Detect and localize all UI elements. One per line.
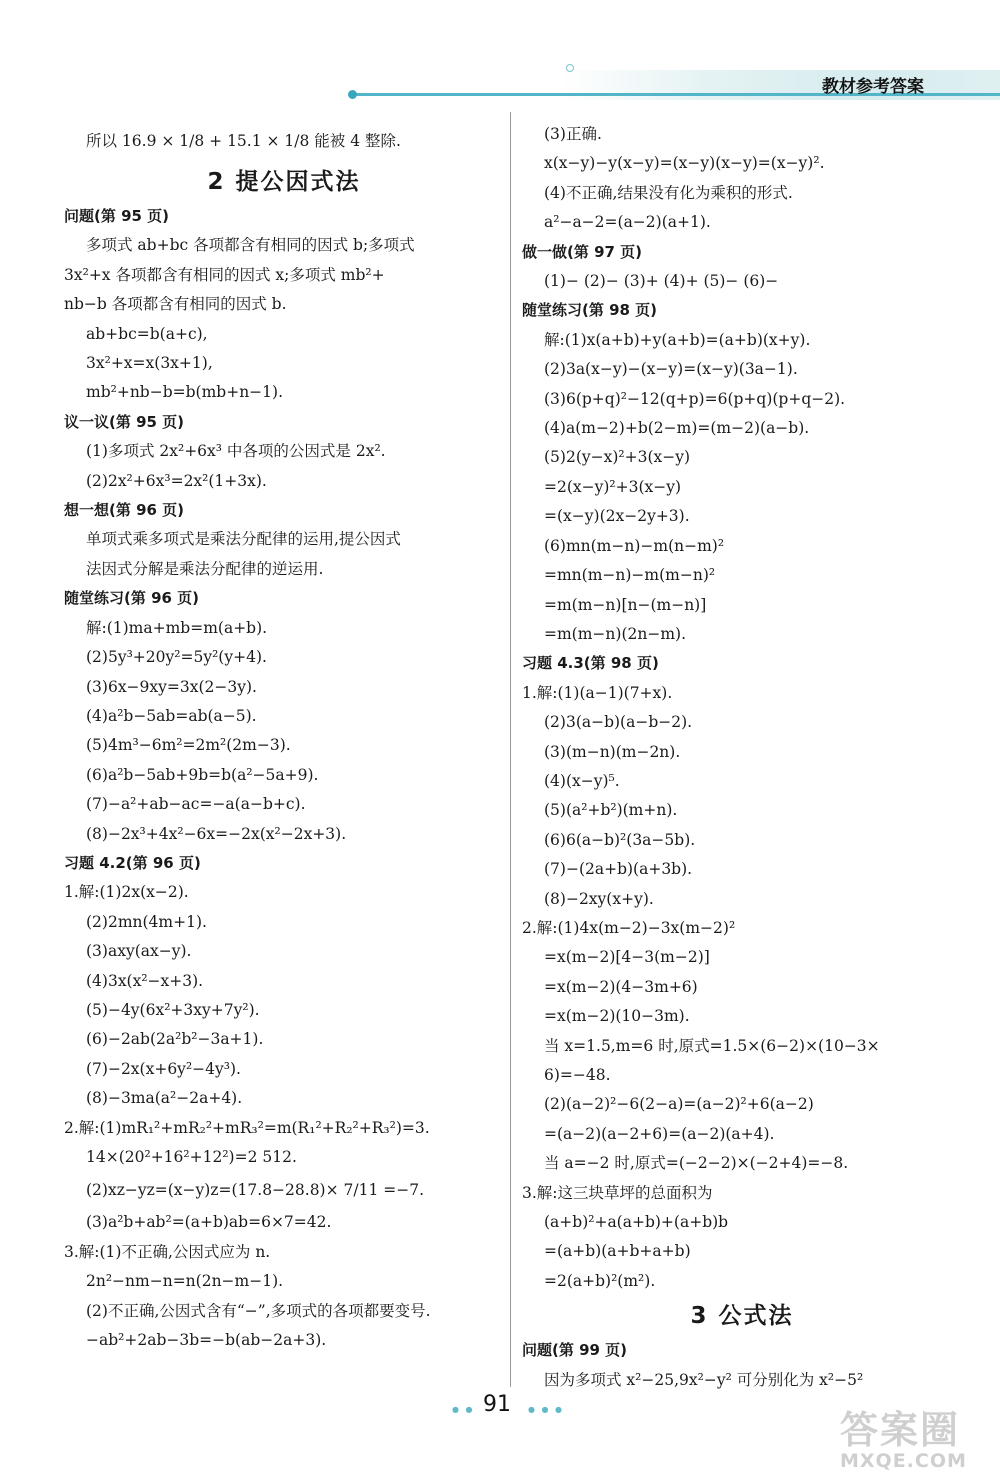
text-line: (7)−a²+ab−ac=−a(a−b+c). [86, 795, 306, 814]
text-line: (8)−2xy(x+y). [544, 889, 654, 908]
right-column [522, 120, 962, 1395]
watermark-cn: 答案圈 [840, 1408, 961, 1452]
text-line: (6)−2ab(2a²b²−3a+1). [86, 1030, 264, 1049]
text-line: 当 x=1.5,m=6 时,原式=1.5×(6−2)×(10−3× [544, 1036, 880, 1055]
section-heading: 2 提公因式法 [207, 169, 361, 195]
page-number-ornament-right: ● ● ● [528, 1405, 565, 1414]
page-number: 91 [483, 1392, 511, 1417]
text-line: =2(x−y)²+3(x−y) [544, 477, 682, 496]
text-line: 法因式分解是乘法分配律的逆运用. [86, 559, 324, 578]
text-line: (6)6(a−b)²(3a−5b). [544, 830, 696, 849]
text-line: (2)3(a−b)(a−b−2). [544, 713, 693, 732]
text-line: 14×(20²+16²+12²)=2 512. [86, 1148, 297, 1166]
text-line: (3)axy(ax−y). [86, 942, 192, 961]
exercise-line: 3.解:这三块草坪的总面积为 [522, 1183, 713, 1202]
column-divider [510, 112, 511, 1387]
text-line: (3)a²b+ab²=(a+b)ab=6×7=42. [86, 1213, 332, 1232]
text-line: (6)a²b−5ab+9b=b(a²−5a+9). [86, 765, 319, 784]
text-line: 2n²−nm−n=n(2n−m−1). [86, 1272, 284, 1291]
text-line: (5)−4y(6x²+3xy+7y²). [86, 1000, 260, 1019]
text-line: =(a+b)(a+b+a+b) [544, 1242, 691, 1261]
subsection-heading: 做一做(第 97 页) [522, 242, 643, 261]
watermark [840, 1410, 967, 1472]
text-line: =x(m−2)(4−3m+6) [544, 977, 698, 996]
subsection-heading: 问题(第 95 页) [64, 207, 170, 225]
subsection-heading: 习题 4.2(第 96 页) [64, 853, 201, 872]
text-line: (7)−2x(x+6y²−4y³). [86, 1059, 241, 1078]
subsection-heading: 随堂练习(第 96 页) [64, 589, 200, 608]
text-line: 解:(1)ma+mb=m(a+b). [86, 618, 268, 637]
subsection-heading: 问题(第 99 页) [522, 1341, 628, 1360]
text-line: nb−b 各项都含有相同的因式 b. [64, 295, 287, 314]
header-ornament [566, 64, 574, 72]
exercise-line: 3.解:(1)不正确,公因式应为 n. [64, 1242, 271, 1261]
text-line: (4)a(m−2)+b(2−m)=(m−2)(a−b). [544, 419, 810, 438]
subsection-heading: 随堂练习(第 98 页) [522, 301, 658, 320]
text-line: 解:(1)x(a+b)+y(a+b)=(a+b)(x+y). [544, 330, 811, 349]
subsection-heading: 议一议(第 95 页) [64, 412, 185, 431]
text-line: =x(m−2)(10−3m). [544, 1007, 690, 1026]
subsection-heading: 习题 4.3(第 98 页) [522, 654, 659, 673]
text-line: (7)−(2a+b)(a+3b). [544, 860, 693, 879]
text-line: (3)正确. [544, 125, 602, 143]
text-line: x(x−y)−y(x−y)=(x−y)(x−y)=(x−y)². [544, 154, 825, 173]
header-rule-dot [348, 90, 357, 99]
text-line: 3x²+x 各项都含有相同的因式 x;多项式 mb²+ [64, 265, 385, 284]
text-line: =mn(m−n)−m(m−n)² [544, 566, 716, 585]
text-line: (3)(m−n)(m−2n). [544, 742, 681, 761]
text-line: (4)(x−y)⁵. [544, 771, 620, 790]
left-column [64, 120, 504, 1355]
running-header-title: 教材参考答案 [822, 77, 924, 97]
text-line: 因为多项式 x²−25,9x²−y² 可分别化为 x²−5² [544, 1370, 864, 1389]
subsection-heading: 想一想(第 96 页) [64, 501, 185, 520]
text-line: (2)5y³+20y²=5y²(y+4). [86, 648, 267, 667]
text-line: a²−a−2=(a−2)(a+1). [544, 213, 711, 232]
text-line: (8)−3ma(a²−2a+4). [86, 1089, 243, 1108]
text-line: (a+b)²+a(a+b)+(a+b)b [544, 1213, 729, 1232]
text-line: (2)不正确,公因式含有“−”,多项式的各项都要变号. [86, 1301, 431, 1320]
text-line: (3)6(p+q)²−12(q+p)=6(p+q)(p+q−2). [544, 389, 846, 408]
text-line: =2(a+b)²(m²). [544, 1271, 656, 1290]
exercise-line: 1.解:(1)(a−1)(7+x). [522, 683, 673, 702]
text-line: (2)(a−2)²−6(2−a)=(a−2)²+6(a−2) [544, 1095, 814, 1114]
text-line: (8)−2x³+4x²−6x=−2x(x²−2x+3). [86, 824, 347, 843]
text-line: (4)不正确,结果没有化为乘积的形式. [544, 183, 793, 202]
exercise-line: 2.解:(1)mR₁²+mR₂²+mR₃²=m(R₁²+R₂²+R₃²)=3. [64, 1118, 430, 1137]
text-line: (4)3x(x²−x+3). [86, 971, 204, 990]
text-line: =(x−y)(2x−2y+3). [544, 507, 690, 526]
watermark-en: MXQE.COM [840, 1450, 967, 1472]
text-line: (5)2(y−x)²+3(x−y) [544, 448, 691, 467]
exercise-line: 2.解:(1)4x(m−2)−3x(m−2)² [522, 918, 736, 937]
text-line: (4)a²b−5ab=ab(a−5). [86, 706, 257, 725]
text-line: (5)4m³−6m²=2m²(2m−3). [86, 736, 291, 755]
text-line: −ab²+2ab−3b=−b(ab−2a+3). [86, 1331, 327, 1350]
text-line: (1)多项式 2x²+6x³ 中各项的公因式是 2x². [86, 442, 386, 461]
text-line: (2)2x²+6x³=2x²(1+3x). [86, 471, 267, 490]
text-line: 所以 16.9 × 1/8 + 15.1 × 1/8 能被 4 整除. [86, 132, 401, 150]
text-line: (2)3a(x−y)−(x−y)=(x−y)(3a−1). [544, 360, 798, 379]
text-line: (5)(a²+b²)(m+n). [544, 801, 678, 820]
text-line: =(a−2)(a−2+6)=(a−2)(a+4). [544, 1124, 775, 1143]
text-line: 3x²+x=x(3x+1), [86, 354, 213, 373]
text-line: ab+bc=b(a+c), [86, 324, 208, 343]
text-line: mb²+nb−b=b(mb+n−1). [86, 383, 284, 402]
exercise-line: 1.解:(1)2x(x−2). [64, 883, 189, 902]
text-line: (2)xz−yz=(x−y)z=(17.8−28.8)× 7/11 =−7. [86, 1181, 425, 1200]
text-line: 6)=−48. [544, 1066, 611, 1084]
text-line: (6)mn(m−n)−m(n−m)² [544, 536, 725, 555]
text-line: =x(m−2)[4−3(m−2)] [544, 948, 710, 967]
text-line: =m(m−n)[n−(m−n)] [544, 595, 707, 614]
text-line: (2)2mn(4m+1). [86, 912, 207, 931]
section-heading: 3 公式法 [690, 1303, 794, 1330]
text-line: (3)6x−9xy=3x(2−3y). [86, 677, 257, 696]
text-line: 单项式乘多项式是乘法分配律的运用,提公因式 [86, 530, 401, 549]
page-number-ornament-left: ● ● [452, 1405, 475, 1414]
text-line: (1)− (2)− (3)+ (4)+ (5)− (6)− [544, 272, 779, 291]
text-line: 当 a=−2 时,原式=(−2−2)×(−2+4)=−8. [544, 1154, 849, 1173]
text-line: 多项式 ab+bc 各项都含有相同的因式 b;多项式 [86, 236, 415, 255]
text-line: =m(m−n)(2n−m). [544, 624, 686, 643]
